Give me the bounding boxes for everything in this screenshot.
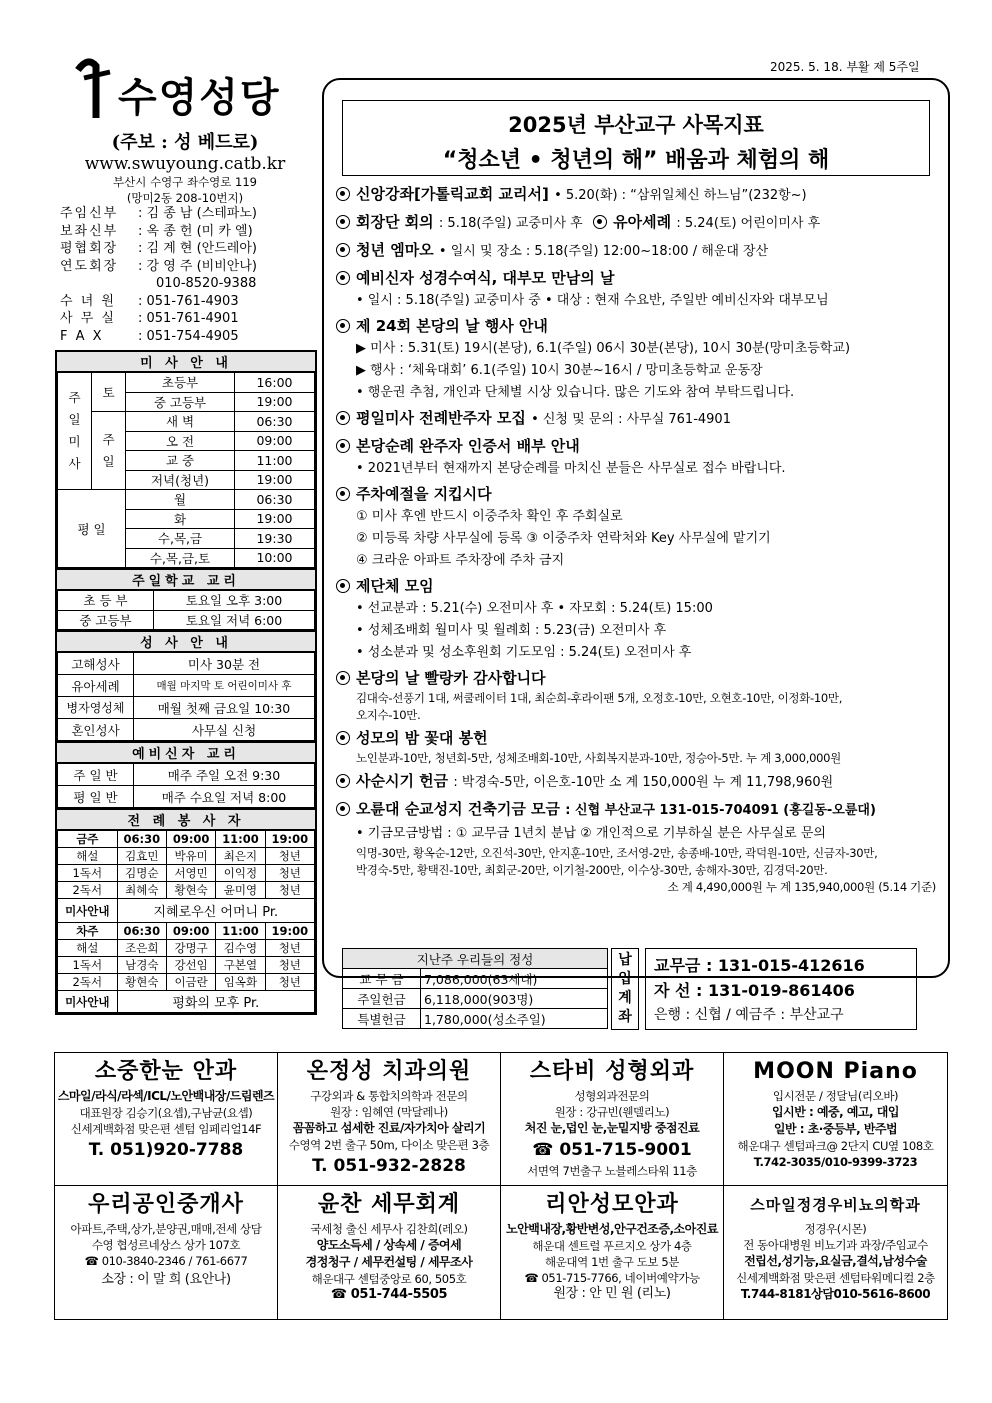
- account-line: 자 선 : 131-019-861406: [654, 981, 855, 1000]
- bullet-icon: [336, 439, 350, 453]
- staff-row: 수 녀 원 : 051-761-4903: [60, 293, 239, 309]
- staff-row: 사 무 실 : 051-761-4901: [60, 311, 239, 326]
- announcement-item: 청년 엠마오 • 일시 및 장소 : 5.18(주일) 12:00~18:00 / 해운대 장산: [336, 238, 936, 264]
- sunday-label: 주 일 미 사: [58, 373, 92, 490]
- mass-title: 미 사 안 내: [57, 352, 315, 372]
- mass-table: 주 일 미 사 토 초등부 16:00 중 고등부 19:00 주 일 새 벽 06:30 오 전 09:00 교 중 11:00 저녁(청년) 19:00 평 일 월 06:30 화 19:00 수,목,금 19:30 수,목,금,토 10:00: [57, 372, 315, 568]
- bulletin-subtitle: (주보 : 성 베드로): [111, 132, 259, 153]
- pastoral-title: [342, 100, 930, 176]
- ad-name: 소중한눈 안과: [94, 1059, 238, 1084]
- parish-logo: [70, 52, 310, 132]
- website-link[interactable]: www.swuyoung.catb.kr: [84, 154, 286, 174]
- ad-cell[interactable]: 스타비 성형외과 성형외과전문의 원장 : 강규빈(웬델리노) 처진 눈,덥인 눈,눈밑지방 중점진료 ☎ 051-715-9001 서면역 7번출구 노블레스타워 11층: [501, 1053, 724, 1186]
- offering-title: 지난주 우리들의 정성: [343, 949, 608, 969]
- announcement-item: 주차예절을 지킵시다 ① 미사 후엔 반드시 이중주차 확인 후 주회실로 ② 미등록 차량 사무실에 등록 ③ 이중주차 연락처와 Key 사무실에 맡기기 ④ 크라운 아파트 주차장에 주차 금지: [336, 482, 936, 572]
- ad-name: 윤찬 세무회계: [317, 1192, 461, 1217]
- ad-name: 온정성 치과의원: [306, 1059, 472, 1084]
- announcement-item: 신앙강좌[가톨릭교회 교리서] • 5.20(화) : “삼위일체신 하느님”(232항~): [336, 182, 936, 208]
- announcement-item: 본당의 날 빨랑카 감사합니다 김대숙-선풍기 1대, 써쿨레이터 1대, 최순희-후라이팬 5개, 오정호-10만, 오현호-10만, 이정화-10만, 오지수-10만.: [336, 666, 936, 724]
- staff-row: 연도회장 : 강 영 주 (비비안나): [60, 258, 257, 274]
- sacraments-table: 고해성사 미사 30분 전 유아세례 매월 마지막 토 어린이미사 후 병자영성체 매월 첫째 금요일 10:30 혼인성사 사무실 신청: [57, 652, 315, 741]
- staff-row: 주임신부 : 김 종 남 (스테파노): [60, 206, 257, 221]
- announcement-item: 회장단 회의 : 5.18(주일) 교중미사 후 유아세례 : 5.24(토) 어린이미사 후: [336, 210, 936, 236]
- ad-name: 스타비 성형외과: [529, 1059, 695, 1084]
- sunday-school-table: 초 등 부 토요일 오후 3:00 중 고등부 토요일 저녁 6:00: [57, 590, 315, 630]
- staff-list: [60, 205, 310, 345]
- title-line-1: 2025년 부산교구 사목지표: [508, 113, 764, 137]
- bullet-icon: [336, 802, 350, 816]
- catechumen-title: 예비신자 교리: [57, 741, 315, 763]
- bullet-icon: [336, 243, 350, 257]
- parish-name: 수영성당: [118, 75, 281, 121]
- ad-name: 우리공인중개사: [88, 1192, 244, 1217]
- title-line-2: “청소년 • 청년의 해” 배움과 체험의 해: [442, 148, 830, 173]
- catechumen-table: 주 일 반 매주 주일 오전 9:30 평 일 반 매주 수요일 저녁 8:00: [57, 763, 315, 808]
- bullet-icon: [593, 215, 607, 229]
- bullet-icon: [336, 187, 350, 201]
- bullet-icon: [336, 731, 350, 745]
- ad-cell[interactable]: 소중한눈 안과 스마일/라식/라섹/ICL/노안백내장/드림렌즈 대표원장 김승기(요셉),구남균(요셉) 신세계백화점 맞은편 센텀 임페리얼14F T. 051)920-7788: [55, 1053, 278, 1186]
- ad-cell[interactable]: 리안성모안과 노안백내장,황반변성,안구건조증,소아진료 해운대 센트럴 푸르지오 상가 4층 해운대역 1번 출구 도보 5분 ☎ 051-715-7766, 네이버예약가능 원장 : 안 민 원 (리노): [501, 1186, 724, 1319]
- cross-logo-icon: [70, 52, 120, 122]
- bullet-icon: [336, 671, 350, 685]
- bullet-icon: [336, 271, 350, 285]
- bulletin-header: [60, 128, 310, 206]
- sacraments-title: 성 사 안 내: [57, 630, 315, 652]
- sunday-school-title: 주일학교 교리: [57, 568, 315, 590]
- bullet-icon: [336, 215, 350, 229]
- staff-row: F A X : 051-754-4905: [60, 328, 239, 344]
- bulletin-date: 2025. 5. 18. 부활 제 5주일: [770, 60, 920, 74]
- bullet-icon: [336, 411, 350, 425]
- address: 부산시 수영구 좌수영로 119: [112, 175, 257, 189]
- announcement-item: 성모의 밤 꽃대 봉헌 노인분과-10만, 청년회-5만, 성체조배회-10만, 사회복지분과-10만, 정승아-5만. 누 계 3,000,000원: [336, 726, 936, 767]
- ad-phone: T.744-8181상담010-5616-8600: [740, 1287, 931, 1301]
- payment-account-label: 납 입 계 좌: [611, 948, 639, 1030]
- schedule-panel: [55, 350, 317, 1015]
- staff-row: 010-8520-9388: [156, 276, 257, 291]
- ad-cell[interactable]: 우리공인중개사 아파트,주택,상가,분양권,매매,전세 상담 수영 협성르네상스 상가 107호 ☎ 010-3840-2346 / 761-6677 소장 : 이 말 희 (요안나): [55, 1186, 278, 1319]
- ad-cell[interactable]: 스마일정경우비뇨의학과 정경우(시몬) 전 동아대병원 비뇨기과 과장/주임교수 전립선,성기능,요실금,결석,남성수술 신세계백화점 맞은편 센텀타워메디컬 2층 T.744-8181상담010-5616-8600: [724, 1186, 947, 1319]
- bullet-icon: [336, 487, 350, 501]
- announcement-item: 본당순례 완주자 인증서 배부 안내 • 2021년부터 현재까지 본당순례를 마치신 분들은 사무실로 접수 바랍니다.: [336, 434, 936, 480]
- staff-row: 보좌신부 : 옥 종 헌 (미 카 엘): [60, 223, 253, 239]
- ad-phone: ☎ 051-744-5505: [330, 1287, 448, 1302]
- account-line: 은행 : 신협 / 예금주 : 부산교구: [654, 1007, 844, 1023]
- servers-table-this-week: 금주 06:30 09:00 11:00 19:00 해설 김효민 박유미 최은지 청년 1독서 김명순 서영민 이익정 청년 2독서 최혜숙 황현숙 윤미영 청년 미사안내 지혜로우신 어머니 Pr. 차주 06:30 09:00 11:00 19:00 해설 조은희 강명구 김수영 청년 1독서 남경숙 강선임 구본열 청년 2독서 황현숙 이금란 임옥화 청년 미사안내 평화의 모후 Pr.: [57, 830, 315, 1013]
- account-line: 교무금 : 131-015-412616: [654, 956, 865, 975]
- ad-phone: 원장 : 안 민 원 (리노): [553, 1286, 671, 1301]
- ad-name: MOON Piano: [753, 1059, 918, 1084]
- ad-phone: 소장 : 이 말 희 (요안나): [101, 1272, 231, 1287]
- account-box: [645, 948, 917, 1030]
- ad-cell[interactable]: 온정성 치과의원 구강외과 & 통합치의학과 전문의 원장 : 임혜연 (막달레나) 꼼꼼하고 섬세한 진료/자가치아 살리기 수영역 2번 출구 50m, 다이소 맞은편 3층 T. 051-932-2828: [278, 1053, 501, 1186]
- ad-name: 리안성모안과: [545, 1192, 679, 1217]
- ad-name: 스마일정경우비뇨의학과: [750, 1196, 921, 1214]
- announcements: [336, 182, 936, 898]
- announcement-item: 오륜대 순교성지 건축기금 모금 : 신협 부산교구 131-015-704091 (홍길동-오륜대) • 기금모금방법 : ① 교무금 1년치 분납 ② 개인적으로 기부하실 분은 사무실로 문의 익명-30만, 황옥순-12만, 오진석-30만, 안지훈-10만, 조서영-2만, 송종배-10만, 곽덕원-10만, 신금자-30만, 박경숙-5만, 황택진-10만, 최회군-20만, 이기철-200만, 이수상-30만, 송해자-30만, 김경덕-20만. 소 계 4,490,000원 누 계 135,940,000원 (5.14 기준): [336, 797, 936, 896]
- announcement-item: 예비신자 성경수여식, 대부모 만남의 날 • 일시 : 5.18(주일) 교중미사 중 • 대상 : 현재 수요반, 주일반 예비신자와 대부모님: [336, 266, 936, 312]
- address-lot: (망미2동 208-10번지): [126, 191, 244, 205]
- ad-phone: T.742-3035/010-9399-3723: [753, 1155, 918, 1169]
- announcement-item: 제단체 모임 • 선교분과 : 5.21(수) 오전미사 후 • 자모회 : 5.24(토) 15:00 • 성체조배회 월미사 및 월례회 : 5.23(금) 오전미사 후 • 성소분과 및 성소후원회 기도모임 : 5.24(토) 오전미사 후: [336, 574, 936, 664]
- bullet-icon: [336, 319, 350, 333]
- ad-cell[interactable]: 윤찬 세무회계 국세청 출신 세무사 김찬희(레오) 양도소득세 / 상속세 / 증여세 경정청구 / 세무컨설팅 / 세무조사 해운대구 센텀중앙로 60, 505호 ☎ 051-744-5505: [278, 1186, 501, 1319]
- servers-title: 전 례 봉 사 자: [57, 808, 315, 830]
- ad-phone: ☎ 051-715-9001: [532, 1140, 692, 1160]
- bullet-icon: [336, 774, 350, 788]
- ad-phone: T. 051)920-7788: [88, 1140, 244, 1160]
- ads-grid: [54, 1052, 948, 1320]
- staff-row: 평협회장 : 김 계 현 (안드레아): [60, 241, 257, 256]
- ad-cell[interactable]: MOON Piano 입시전문 / 정달님(리오바) 입시반 : 예중, 예고, 대입 일반 : 초·중등부, 반주법 해운대구 센텀파크@ 2단지 CU옆 108호 T.742-3035/010-9399-3723: [724, 1053, 947, 1186]
- announcement-item: 제 24회 본당의 날 행사 안내 ▶ 미사 : 5.31(토) 19시(본당), 6.1(주일) 06시 30분(본당), 10시 30분(망미초등학교) ▶ 행사 : ‘체육대회’ 6.1(주일) 10시 30분~16시 / 망미초등학교 운동장 • 행운권 추첨, 개인과 단체별 시상 있습니다. 많은 기도와 참여 부탁드립니다.: [336, 314, 936, 404]
- offering-table: 지난주 우리들의 정성 교 무 금 7,086,000(63세대) 주일헌금 6,118,000(903명) 특별헌금 1,780,000(성소주일): [342, 948, 608, 1029]
- announcement-item: 사순시기 헌금 : 박경숙-5만, 이은호-10만 소 계 150,000원 누 계 11,798,960원: [336, 769, 936, 795]
- bullet-icon: [336, 579, 350, 593]
- ad-phone: T. 051-932-2828: [312, 1156, 466, 1176]
- announcement-item: 평일미사 전례반주자 모집 • 신청 및 문의 : 사무실 761-4901: [336, 406, 936, 432]
